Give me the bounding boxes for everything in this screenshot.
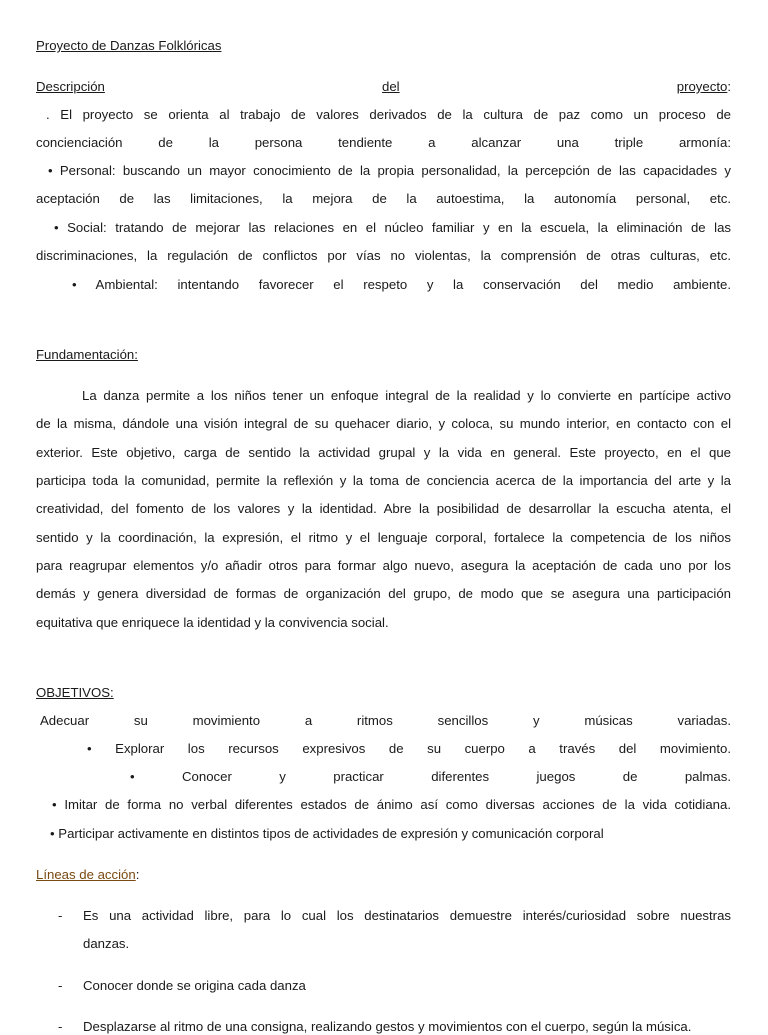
lineas-item-cutoff: Desplazarse al ritmo de una consigna, realizando gestos y movimientos con el cuerpo, según la música. bbox=[83, 1019, 692, 1034]
descripcion-heading-colon: : bbox=[727, 79, 731, 94]
descripcion-bullet-social: • Social: tratando de mejorar las relaciones en el núcleo familiar y en la escuela, la eliminación de las bbox=[54, 220, 731, 235]
descripcion-line: . El proyecto se orienta al trabajo de valores derivados de la cultura de paz como un proceso de bbox=[46, 107, 731, 122]
descripcion-heading-word-3-group bbox=[677, 79, 731, 95]
objetivo-item: • Explorar los recursos expresivos de su cuerpo a través del movimiento. bbox=[87, 741, 731, 756]
objetivo-item: • Participar activamente en distintos tipos de actividades de expresión y comunicación corporal bbox=[50, 826, 604, 841]
lineas-heading-text: Líneas de acción bbox=[36, 867, 136, 882]
fundamentacion-heading: Fundamentación: bbox=[36, 347, 138, 362]
list-dash: - bbox=[58, 1019, 63, 1034]
lineas-heading bbox=[36, 867, 731, 883]
descripcion-bullet-ambiental: • Ambiental: intentando favorecer el respeto y la conservación del medio ambiente. bbox=[72, 277, 731, 292]
lineas-item-line: Es una actividad libre, para lo cual los destinatarios demuestre interés/curiosidad sobre nuestras bbox=[83, 908, 731, 923]
objetivos-heading: OBJETIVOS: bbox=[36, 685, 114, 700]
descripcion-bullet-personal: • Personal: buscando un mayor conocimiento de la propia personalidad, la percepción de las capacidades y bbox=[48, 163, 731, 178]
descripcion-line: concienciación de la persona tendiente a alcanzar una triple armonía: bbox=[36, 135, 731, 150]
fundamentacion-line: participa toda la comunidad, permite la reflexión y la toma de conciencia acerca de la importancia del arte y la bbox=[36, 473, 731, 488]
fundamentacion-line-last: equitativa que enriquece la identidad y la convivencia social. bbox=[36, 615, 389, 630]
fundamentacion-line: para reagrupar elementos y/o añadir otros para formar algo nuevo, asegura la aceptación de cada uno por los bbox=[36, 558, 731, 573]
fundamentacion-line: exterior. Este objetivo, carga de sentido la actividad grupal y la vida en general. Este proyecto, en el que bbox=[36, 445, 731, 460]
descripcion-line: discriminaciones, la regulación de conflictos por vías no violentas, la comprensión de otras culturas, etc. bbox=[36, 248, 731, 263]
lineas-item-line: danzas. bbox=[83, 936, 130, 951]
lineas-item-line: Conocer donde se origina cada danza bbox=[83, 978, 306, 993]
lineas-heading-colon: : bbox=[135, 867, 140, 882]
document-title: Proyecto de Danzas Folklóricas bbox=[36, 38, 222, 53]
objetivo-item: Adecuar su movimiento a ritmos sencillos y músicas variadas. bbox=[40, 713, 731, 728]
objetivo-item: • Imitar de forma no verbal diferentes estados de ánimo así como diversas acciones de la vida cotidiana. bbox=[52, 797, 731, 812]
fundamentacion-line: La danza permite a los niños tener un enfoque integral de la realidad y lo convierte en partícipe activo bbox=[82, 388, 731, 403]
fundamentacion-line: demás y genera diversidad de formas de organización del grupo, de modo que se asegura una participación bbox=[36, 586, 731, 601]
list-dash: - bbox=[58, 978, 63, 993]
descripcion-line: aceptación de las limitaciones, la mejora de la autoestima, la autonomía personal, etc. bbox=[36, 191, 731, 206]
descripcion-heading-word-1: Descripción bbox=[36, 79, 105, 94]
list-dash: - bbox=[58, 908, 63, 923]
descripcion-heading-word-3: proyecto bbox=[676, 79, 728, 94]
fundamentacion-line: sentido y la coordinación, la expresión, el ritmo y el lenguaje corporal, fortalece la competencia de los niños bbox=[36, 530, 731, 545]
fundamentacion-line: creatividad, del fomento de los valores y la identidad. Abre la posibilidad de desarrollar la escucha atenta, el bbox=[36, 501, 731, 516]
descripcion-heading bbox=[36, 79, 731, 95]
objetivo-item: • Conocer y practicar diferentes juegos de palmas. bbox=[130, 769, 731, 784]
fundamentacion-line: de la misma, dándole una visión integral de su quehacer diario, y coloca, su mundo interior, en contacto con el bbox=[36, 416, 731, 431]
descripcion-heading-word-2: del bbox=[382, 79, 400, 94]
